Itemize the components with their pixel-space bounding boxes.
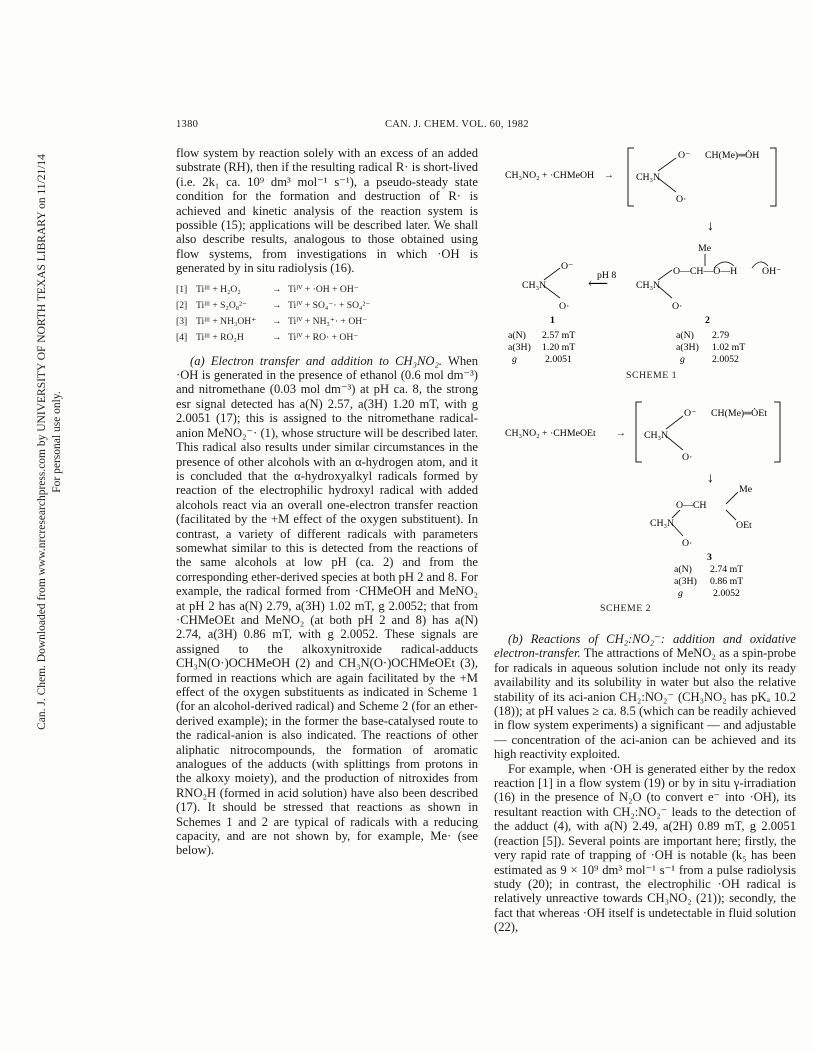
scheme1-param-label-g-2: g [680, 354, 685, 365]
compound3-an: 2.74 mT [710, 564, 744, 575]
scheme1-int-o-top: O⁻ [678, 150, 691, 161]
journal-header: CAN. J. CHEM. VOL. 60, 1982 [385, 119, 529, 130]
download-notice-line2: For personal use only. [51, 391, 63, 493]
compound3-a3h: 0.86 mT [710, 576, 744, 587]
scheme2-param-label-3h: a(3H) [674, 576, 697, 587]
scheme1-p2-n: CH₃N [636, 280, 661, 291]
scheme2-arrow: → [616, 428, 626, 439]
reaction-arrow: → [272, 283, 282, 295]
scheme1-param-label-3h-2: a(3H) [676, 342, 699, 353]
reaction-list [176, 282, 478, 346]
scheme1-p2-hydroxide: OH⁻ [762, 266, 782, 277]
scheme2-param-label-n: a(N) [674, 564, 692, 575]
scheme-1-caption: SCHEME 1 [626, 370, 678, 381]
scheme1-param-label-n: a(N) [508, 330, 526, 341]
reaction-rhs: Tiᴵⱽ + ·OH + OH⁻ [288, 283, 359, 295]
compound3-g: 2.0052 [713, 588, 740, 598]
scheme2-right-bracket [774, 402, 780, 462]
scheme1-int-o-bottom: O· [676, 194, 687, 205]
scheme2-p-chain: O—CH [676, 500, 707, 511]
reaction-lhs: Tiᴵᴵᴵ + H₂O₂ [196, 283, 241, 295]
scheme1-param-label-3h: a(3H) [508, 342, 531, 353]
section-b-paragraph [494, 632, 796, 762]
scheme2-down-arrow: ↓ [707, 471, 714, 486]
scheme1-p1-o-top: O⁻ [561, 261, 574, 272]
scheme1-param-label-g: g [512, 354, 517, 365]
scheme1-left-arrow: ⟵ [588, 277, 609, 292]
scheme2-int-bond-bottom [666, 436, 683, 450]
reaction-arrow: → [272, 315, 282, 327]
scheme-1-diagram [500, 138, 800, 376]
download-notice-line1: Can. J. Chem. Downloaded from www.nrcresearchpress.com by UNIVERSITY OF NORTH TEXAS LIBRARY on 11/21/14 [36, 154, 48, 730]
scheme1-p2-bond-bottom [658, 286, 672, 298]
scheme-2-diagram [500, 394, 800, 598]
scheme1-p1-n: CH₃N [522, 280, 547, 291]
scheme-2-caption: SCHEME 2 [600, 603, 652, 614]
scheme1-p1-bond-bottom [544, 286, 560, 298]
reaction-number: [2] [176, 299, 188, 311]
reaction-3 [176, 314, 478, 330]
reaction-rhs: Tiᴵⱽ + NH₃⁺· + OH⁻ [288, 315, 368, 327]
scheme2-reactants: CH₃NO₂ + ·CHMeOEt [505, 428, 596, 439]
scheme2-oet-bond [726, 510, 736, 520]
reaction-lhs: Tiᴵᴵᴵ + NH₃OH⁺ [196, 315, 257, 327]
reaction-lhs: Tiᴵᴵᴵ + S₂O₈²⁻ [196, 299, 248, 311]
reaction-number: [1] [176, 283, 188, 295]
scheme1-ph: pH 8 [597, 270, 617, 281]
compound1-an: 2.57 mT [542, 330, 576, 341]
compound-1-label: 1 [550, 315, 555, 326]
section-b-text: The attractions of MeNO₂ as a spin-probe for radicals in aqueous solution include not only its ready availability and its solubility in water but also the relative stability of its aci-anion CH₂:NO₂⁻ (CH₃NO₂ has pKₐ 10.2 (18)); at pH values ≥ ca. 8.5 (which can be readily achieved in flow system experiments) a significant — and adjustable — concentration of the aci-anion can be achieved and its high reactivity exploited. [494, 646, 796, 762]
scheme2-left-bracket [636, 402, 642, 462]
scheme2-p-oet: OEt [736, 520, 752, 531]
section-b-heading: (b) Reactions of CH₂:NO₂⁻: addition and oxidative electron-transfer. [494, 632, 796, 661]
reaction-lhs: Tiᴵᴵᴵ + RO₂H [196, 331, 244, 343]
section-a-paragraph [176, 354, 478, 858]
compound2-a3h: 1.02 mT [712, 342, 746, 353]
reaction-arrow: → [272, 331, 282, 343]
intro-paragraph: flow system by reaction solely with an excess of an added substrate (RH), then if the resulting radical R· is short-lived (i.e. 2k₁ ca. 10⁹ dm³ mol⁻¹ s⁻¹), a pseudo-steady state condition for the formation and destruction of R· is achieved and kinetic analysis of the reaction system is possible (15); applications will be described later. We shall also describe results, analogous to those obtained using flow systems, from investigations in which ·OH is generated by in situ radiolysis (16). [176, 146, 478, 276]
scheme2-int-o-bottom: O· [682, 452, 693, 463]
scheme2-param-label-g: g [678, 588, 683, 598]
scheme2-int-n: CH₃N [644, 430, 669, 441]
section-a-text: When ·OH is generated in the presence of ethanol (0.6 mol dm⁻³) and nitromethane (0.03 mol dm⁻³) at pH ca. 8, the strong esr signal detected has a(N) 2.57, a(3H) 1.20 mT, with g 2.0051 (17); this is assigned to the nitromethane radical-anion MeNO₂⁻· (1), whose structure will be described later. This radical also results under similar circumstances in the presence of other alcohols with an α-hydrogen atom, and it is concluded that the α-hydroxyalkyl radicals formed by reaction of the electrophilic hydroxyl radical with added alcohols react via an overall one-electron transfer reaction (facilitated by the +M effect of the oxygen substituent). In contrast, a variety of different radicals with parameters somewhat similar to this is detected from the reactions of the same alcohols at low pH (ca. 2) and from the corresponding ether-derived species at both pH 2 and 8. For example, the radical formed from ·CHMeOH and MeNO₂ at pH 2 has a(N) 2.79, a(3H) 1.02 mT, g 2.0052; that from ·CHMeOEt and MeNO₂ (at both pH 2 and 8) has a(N) 2.74, a(3H) 0.86 mT, with g 2.0052. These signals are assigned to the alkoxynitroxide radical-adducts CH₃N(O·)OCHMeOH (2) and CH₃N(O·)OCHMeOEt (3), formed in reactions which are again facilitated by the +M effect of the oxygen substituents as indicated in Scheme 1 (for an alcohol-derived radical) and Scheme 2 (for an ether-derived example); in the former the base-catalysed route to the radical-anion is also indicated. The reactions of other aliphatic nitrocompounds, the formation of aromatic analogues of the adducts (with splittings from protons in the alkoxy moiety), and the production of nitroxides from RNO₂H (formed in acid solution) have also been described (17). It should be stressed that reactions as shown in Schemes 1 and 2 are typical of radicals with a reducing capacity, and are not shown by, for example, Me· (see below). [176, 353, 479, 858]
scheme1-right-bracket [770, 148, 776, 206]
section-b-paragraph-2: For example, when ·OH is generated either by the redox reaction [1] in a flow system (19) or by in situ γ-irradiation (16) in the presence of N₂O (to convert e⁻ into ·OH), its resultant reaction with CH₂:NO₂⁻ leads to the detection of the adduct (4), with a(N) 2.49, a(2H) 0.89 mT, g 2.0051 (reaction [5]). Several points are important here; firstly, the very rapid rate of trapping of ·OH is notable (k₅ has been estimated as 9 × 10⁹ dm³ mol⁻¹ s⁻¹ from a pulse radiolysis study (20); in contrast, the electrophilic ·OH radical is relatively unreactive towards CH₃NO₂ (21)); secondly, the fact that whereas ·OH itself is undetectable in fluid solution (22), [494, 761, 796, 935]
compound-2-label: 2 [705, 315, 710, 326]
scheme1-int-n: CH₃N [636, 172, 661, 183]
compound-3-label: 3 [707, 552, 712, 563]
scheme2-p-o-bottom: O· [682, 538, 693, 549]
scheme2-p-me: Me [739, 484, 753, 495]
scheme1-reactants: CH₃NO₂ + ·CHMeOH [505, 170, 595, 181]
compound2-an: 2.79 [712, 330, 730, 341]
scheme1-p2-bond-top [658, 270, 672, 280]
reaction-rhs: Tiᴵⱽ + RO· + OH⁻ [288, 331, 359, 343]
scheme2-int-o-top: O⁻ [684, 408, 697, 419]
page-number: 1380 [176, 119, 199, 130]
scheme1-p1-o-bottom: O· [559, 301, 570, 312]
reaction-4 [176, 330, 478, 346]
reaction-2 [176, 298, 478, 314]
download-notice [35, 2, 69, 882]
scheme1-arrow: → [604, 170, 614, 181]
reaction-number: [3] [176, 315, 188, 327]
scheme1-down-arrow: ↓ [707, 219, 714, 234]
scheme2-p-n: CH₃N [650, 518, 675, 529]
scheme1-int-bond-bottom [658, 178, 676, 192]
reaction-arrow: → [272, 299, 282, 311]
compound1-g: 2.0051 [545, 354, 572, 365]
reaction-1 [176, 282, 478, 298]
scheme1-left-bracket [628, 148, 634, 206]
scheme1-p1-bond-top [544, 268, 560, 280]
right-column [494, 632, 796, 935]
scheme2-p-bond-bottom [672, 524, 683, 536]
scheme1-me: Me [698, 243, 712, 254]
reaction-number: [4] [176, 331, 188, 343]
scheme1-int-bond-top [658, 158, 676, 171]
left-column [176, 146, 478, 858]
compound2-g: 2.0052 [712, 354, 739, 365]
scheme1-param-label-n-2: a(N) [676, 330, 694, 341]
scheme2-p-bond-top [672, 510, 680, 518]
scheme2-int-cation: CH(Me)═ȮEt [711, 408, 767, 419]
scheme1-p2-chain: O—CH—O—H [673, 266, 738, 277]
compound1-a3h: 1.20 mT [542, 342, 576, 353]
section-a-heading: (a) Electron transfer and addition to CH₃NO₂. [190, 353, 442, 368]
scheme1-p2-o-bottom: O· [672, 301, 683, 312]
reaction-rhs: Tiᴵⱽ + SO₄⁻· + SO₄²⁻ [288, 299, 371, 311]
scheme2-me-bond [726, 492, 738, 504]
scheme2-int-bond-top [666, 416, 683, 429]
scheme1-int-cation: CH(Me)═ȮH [705, 150, 760, 161]
